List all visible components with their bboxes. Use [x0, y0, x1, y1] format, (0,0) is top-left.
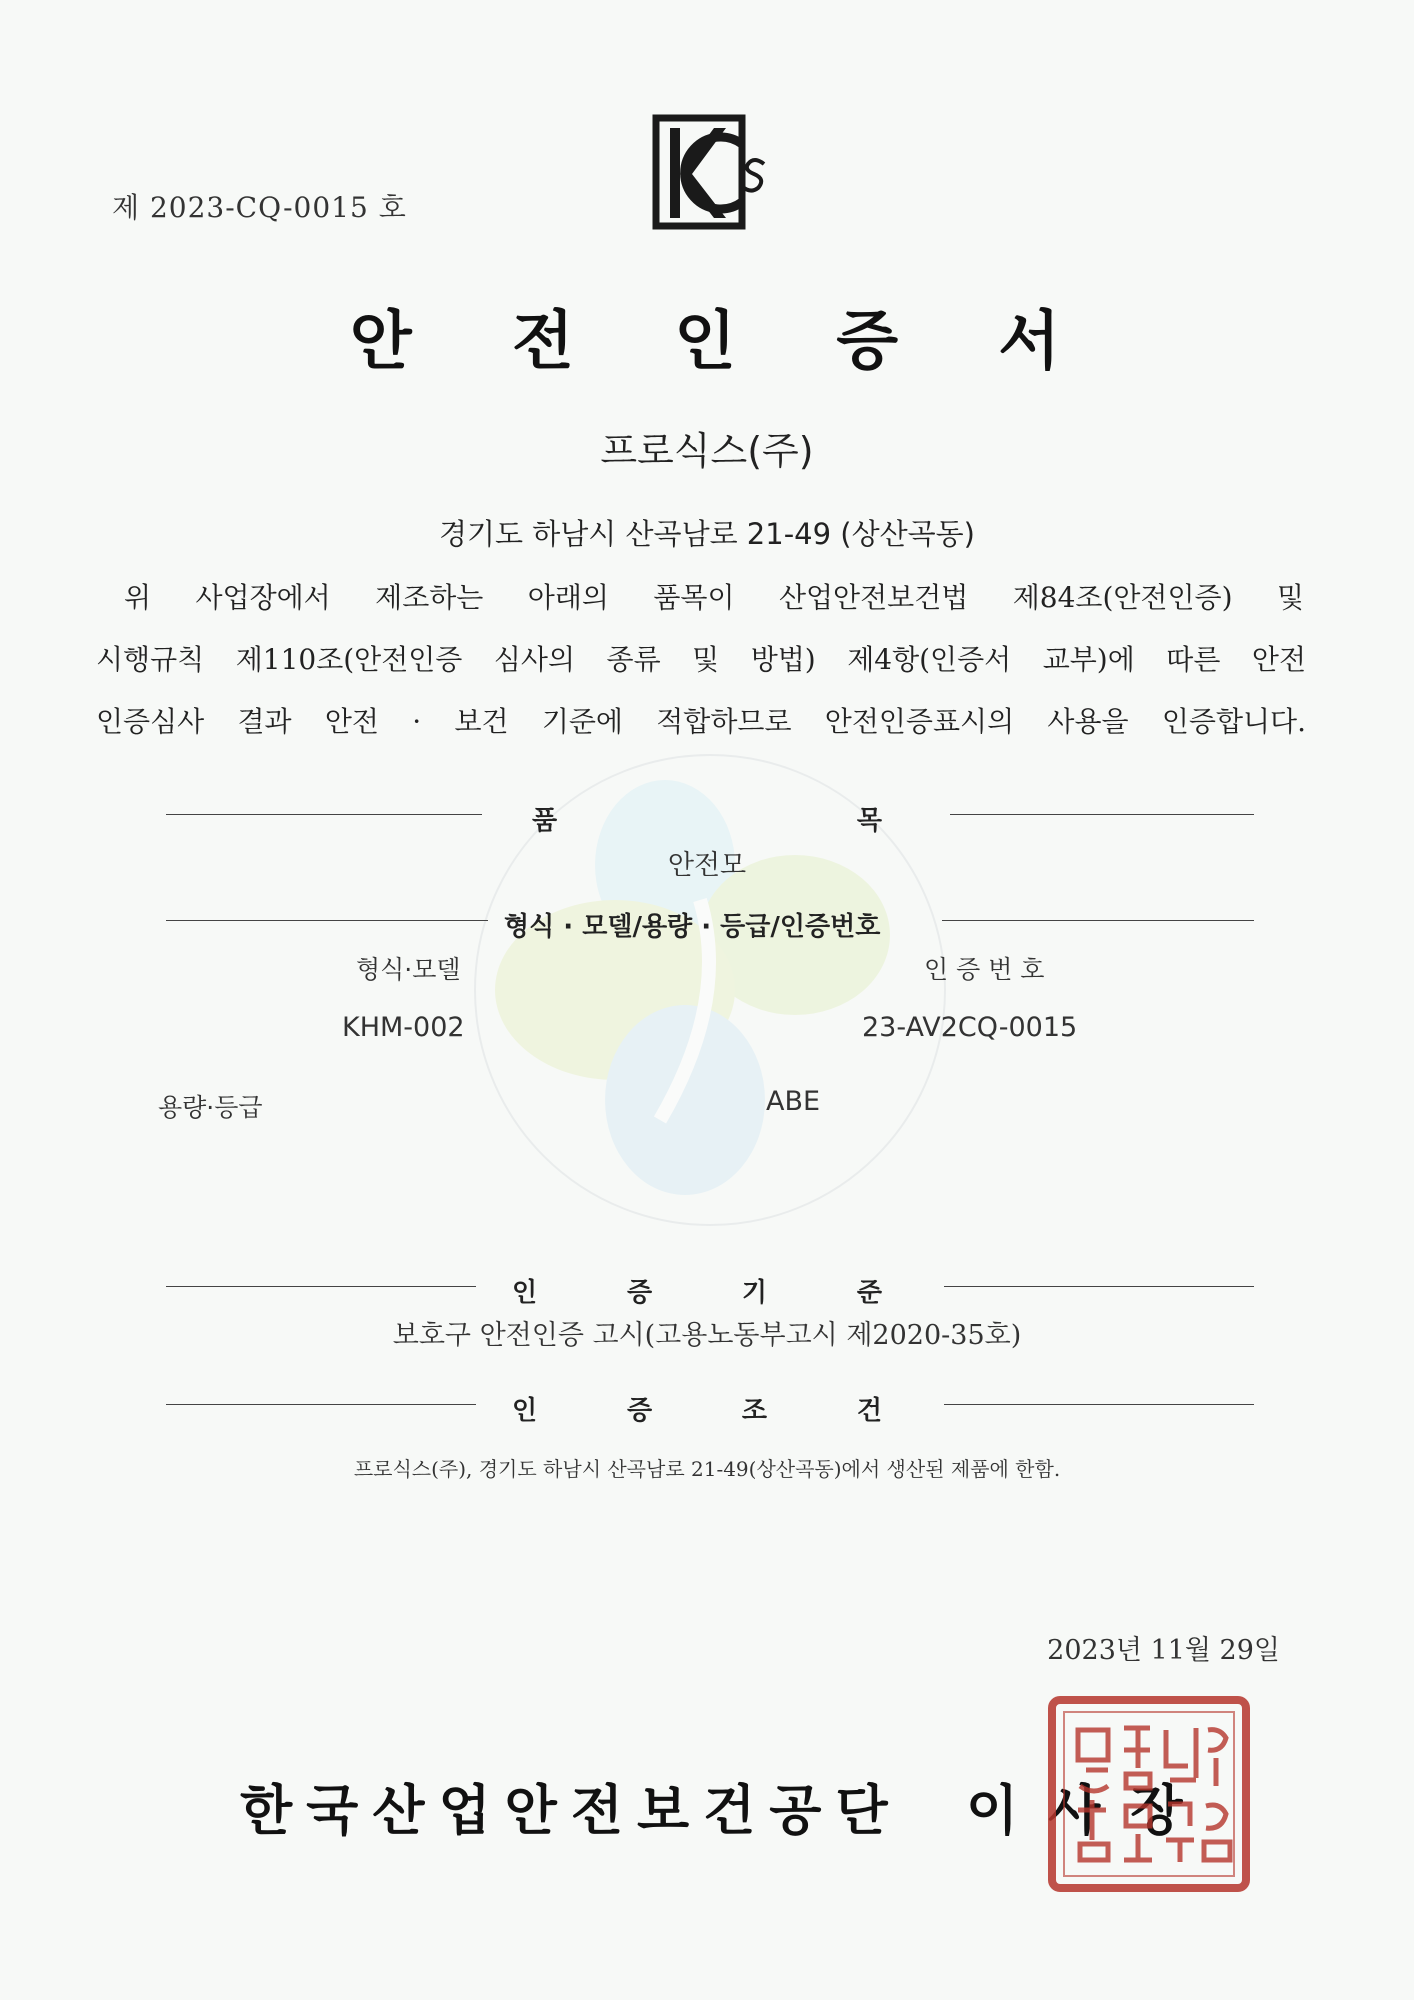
cert-number-label: 인 증 번 호	[924, 955, 1045, 984]
model-label: 형식·모델	[356, 955, 461, 984]
certificate-number: 제 2023-CQ-0015 호	[112, 191, 407, 224]
kcs-mark-icon	[652, 114, 776, 234]
model-value: KHM-002	[342, 1012, 465, 1043]
item-value: 안전모	[667, 850, 747, 881]
divider-item-left	[166, 814, 482, 815]
cert-number-value: 23-AV2CQ-0015	[862, 1012, 1078, 1043]
item-heading: 품 목	[532, 806, 882, 836]
document-title: 안 전 인 증 서	[349, 305, 1065, 379]
issue-date: 2023년 11월 29일	[1047, 1635, 1280, 1666]
divider-condition-right	[944, 1404, 1254, 1405]
body-text-line-1: 위 사업장에서 제조하는 아래의 품목이 산업안전보건법 제84조(안전인증) 및	[124, 581, 1304, 614]
agency-watermark-emblem	[400, 700, 1020, 1320]
official-seal-icon	[1046, 1694, 1252, 1894]
grade-label: 용량·등급	[158, 1093, 263, 1122]
divider-condition-left	[166, 1404, 476, 1405]
divider-standard-left	[166, 1286, 476, 1287]
condition-value: 프로식스(주), 경기도 하남시 산곡남로 21-49(상산곡동)에서 생산된 제품에 한함.	[353, 1457, 1061, 1481]
standard-value: 보호구 안전인증 고시(고용노동부고시 제2020-35호)	[392, 1320, 1022, 1351]
body-text-line-2: 시행규칙 제110조(안전인증 심사의 종류 및 방법) 제4항(인증서 교부)에 따른 안전	[96, 643, 1306, 676]
divider-item-right	[950, 814, 1254, 815]
grade-value: ABE	[766, 1086, 821, 1117]
divider-model-left	[166, 920, 488, 921]
divider-standard-right	[944, 1286, 1254, 1287]
issuer-name: 한국산업안전보건공단	[240, 1779, 902, 1842]
company-name: 프로식스(주)	[600, 429, 814, 473]
body-text-line-3: 인증심사 결과 안전 · 보건 기준에 적합하므로 안전인증표시의 사용을 인증합니다.	[96, 705, 1306, 738]
company-address: 경기도 하남시 산곡남로 21-49 (상산곡동)	[439, 517, 975, 551]
standard-heading: 인 증 기 준	[512, 1278, 882, 1308]
model-section-heading: 형식 · 모델/용량 · 등급/인증번호	[504, 912, 881, 942]
condition-heading: 인 증 조 건	[512, 1396, 882, 1426]
issuer-title: 이사장	[966, 1779, 1213, 1842]
divider-model-right	[942, 920, 1254, 921]
